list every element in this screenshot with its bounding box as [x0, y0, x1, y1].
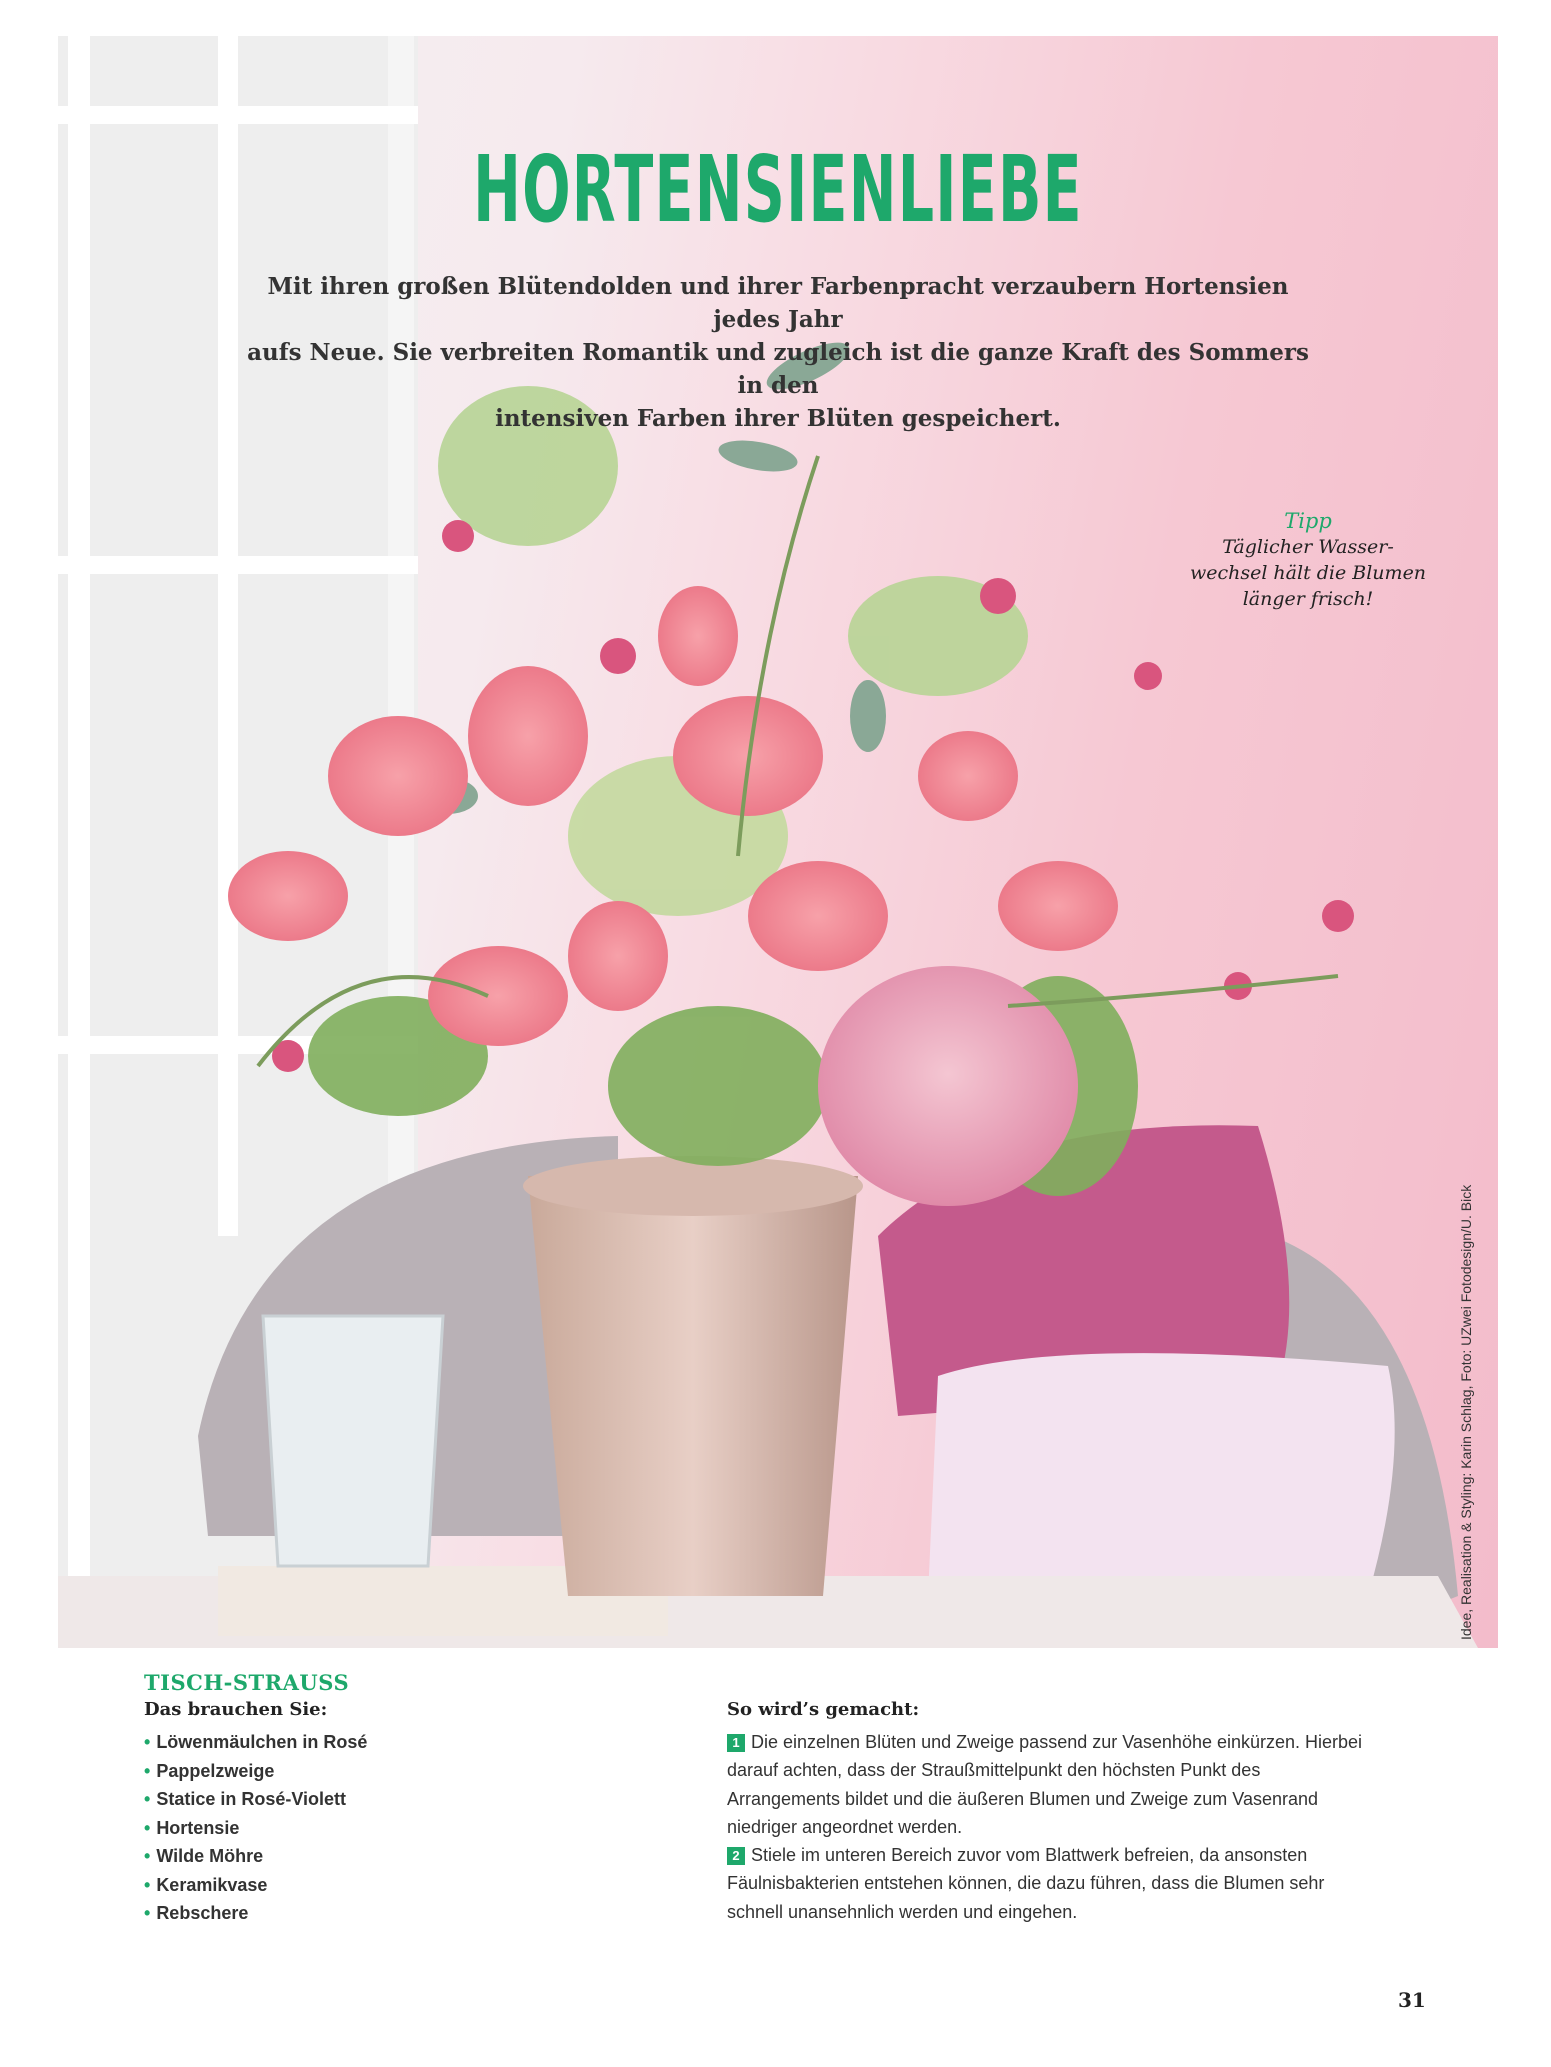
- page-number: 31: [1398, 1988, 1426, 2012]
- step-1: 1 Die einzelnen Blüten und Zweige passend zur Vasenhöhe einkürzen. Hierbei darauf achten, dass der Straußmittelpunkt den höchsten Punkt des Arrangements bildet und die äußeren Blumen und Zweige zum Vasenrand niedriger angeordnet werden.: [727, 1732, 1363, 1837]
- howto-heading: So wird’s gemacht:: [727, 1699, 920, 1720]
- bouquet-photo: [58, 36, 1498, 1648]
- step-2: 2 Stiele im unteren Bereich zuvor vom Blattwerk befreien, da ansonsten Fäulnisbakterien entstehen können, die dazu führen, dass die Blumen sehr schnell unansehnlich werden und eingehen.: [727, 1845, 1325, 1922]
- needs-list: [144, 1728, 367, 1928]
- photo-credit: Idee, Realisation & Styling: Karin Schlag, Foto: UZwei Fotodesign/U. Bick: [1458, 1184, 1474, 1640]
- list-item: • Rebschere: [144, 1903, 249, 1923]
- tip-heading: Tipp: [1284, 509, 1332, 533]
- needs-heading: Das brauchen Sie:: [144, 1699, 328, 1720]
- intro-text: Mit ihren großen Blütendolden und ihrer Farbenpracht verzaubern Hortensien jedes Jahr aufs Neue. Sie verbreiten Romantik und zugleich ist die ganze Kraft des Sommers in den intensiven Farben ihrer Blüten gespeichert.: [247, 273, 1309, 432]
- steps-text: [727, 1728, 1377, 1926]
- tip-line: wechsel hält die Blumen: [1189, 562, 1427, 584]
- list-item: • Pappelzweige: [144, 1760, 275, 1781]
- tip-line: Täglicher Wasser-: [1222, 536, 1394, 558]
- page-title: HORTENSIENLIEBE: [473, 136, 1083, 243]
- step-number: 2: [727, 1847, 745, 1865]
- list-item: • Löwenmäulchen in Rosé: [144, 1732, 368, 1752]
- step-number: 1: [727, 1734, 745, 1752]
- list-item: • Keramikvase: [144, 1874, 268, 1895]
- tip-line: länger frisch!: [1242, 588, 1374, 610]
- list-item: • Statice in Rosé-Violett: [144, 1789, 347, 1809]
- list-item: • Hortensie: [144, 1817, 240, 1838]
- section-title: TISCH-STRAUSS: [144, 1670, 350, 1695]
- list-item: • Wilde Möhre: [144, 1846, 264, 1866]
- tip-box: [1168, 508, 1448, 612]
